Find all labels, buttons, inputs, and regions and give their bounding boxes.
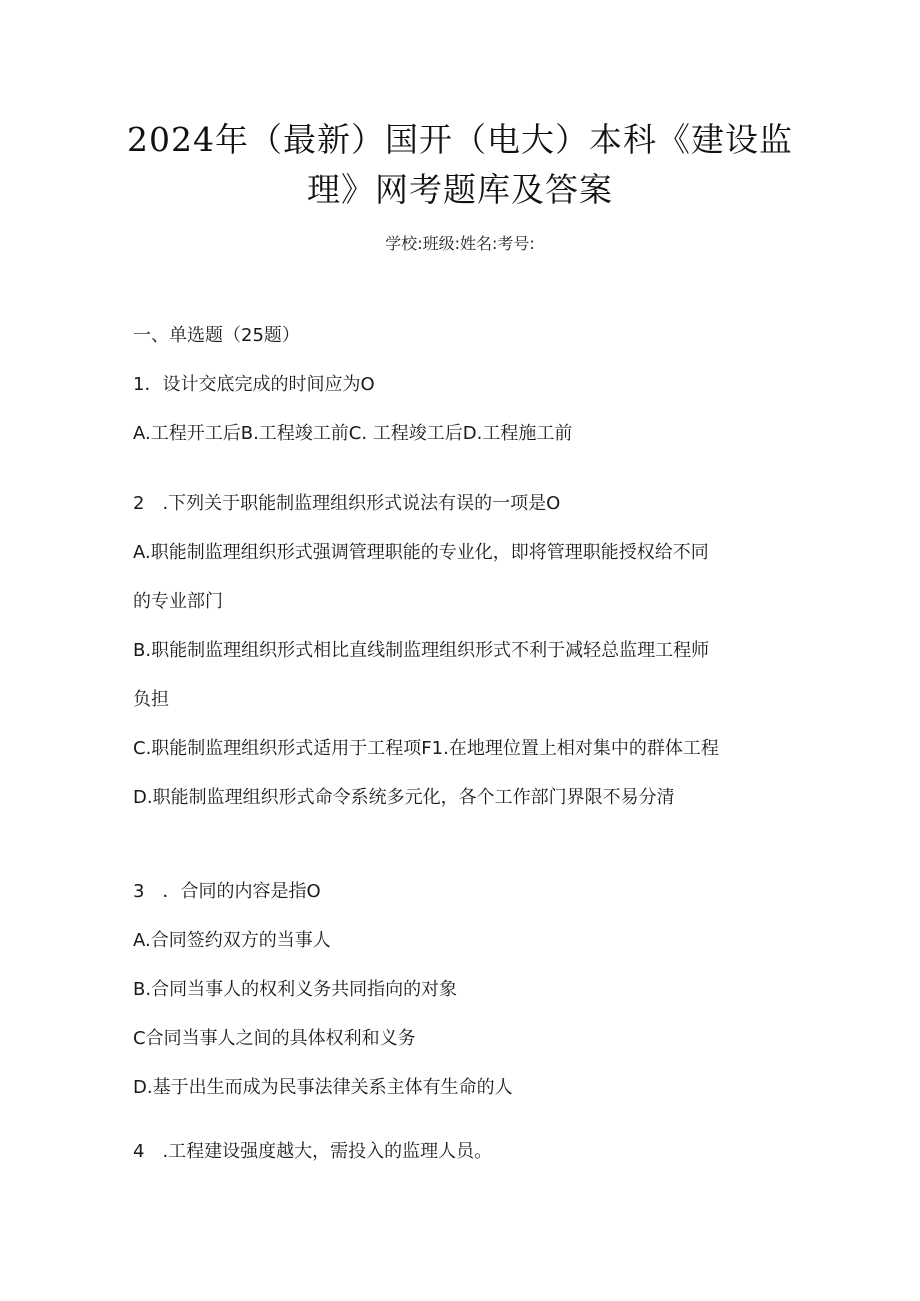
question-3-option-c: C合同当事人之间的具体权利和义务 <box>133 1028 416 1049</box>
question-2-option-c: C.职能制监理组织形式适用于工程项F1.在地理位置上相对集中的群体工程 <box>133 738 719 759</box>
section-heading: 一、单选题（25题） <box>133 325 300 346</box>
question-2-option-a: A.职能制监理组织形式强调管理职能的专业化，即将管理职能授权给不同 <box>133 542 709 563</box>
question-2-stem: 2 .下列关于职能制监理组织形式说法有误的一项是O <box>133 493 561 514</box>
question-3-option-b: B.合同当事人的权利义务共同指向的对象 <box>133 979 458 1000</box>
document-title-line-2: 理》网考题库及答案 <box>307 170 613 209</box>
question-2-option-b-continued: 负担 <box>133 689 169 710</box>
question-3-stem: 3 ．合同的内容是指O <box>133 881 321 902</box>
question-1-stem: 1．设计交底完成的时间应为O <box>133 374 375 395</box>
question-3-option-d: D.基于出生而成为民事法律关系主体有生命的人 <box>133 1077 513 1098</box>
question-3-option-a: A.合同签约双方的当事人 <box>133 930 331 951</box>
question-4-stem: 4 .工程建设强度越大，需投入的监理人员。 <box>133 1141 493 1162</box>
question-2-option-d: D.职能制监理组织形式命令系统多元化，各个工作部门界限不易分清 <box>133 787 675 808</box>
question-2-option-b: B.职能制监理组织形式相比直线制监理组织形式不利于减轻总监理工程师 <box>133 640 710 661</box>
student-info-line: 学校:班级:姓名:考号: <box>385 234 535 253</box>
document-title-line-1: 2024年（最新）国开（电大）本科《建设监 <box>127 120 793 159</box>
question-1-options: A.工程开工后B.工程竣工前C. 工程竣工后D.工程施工前 <box>133 423 573 444</box>
question-2-option-a-continued: 的专业部门 <box>133 591 223 612</box>
